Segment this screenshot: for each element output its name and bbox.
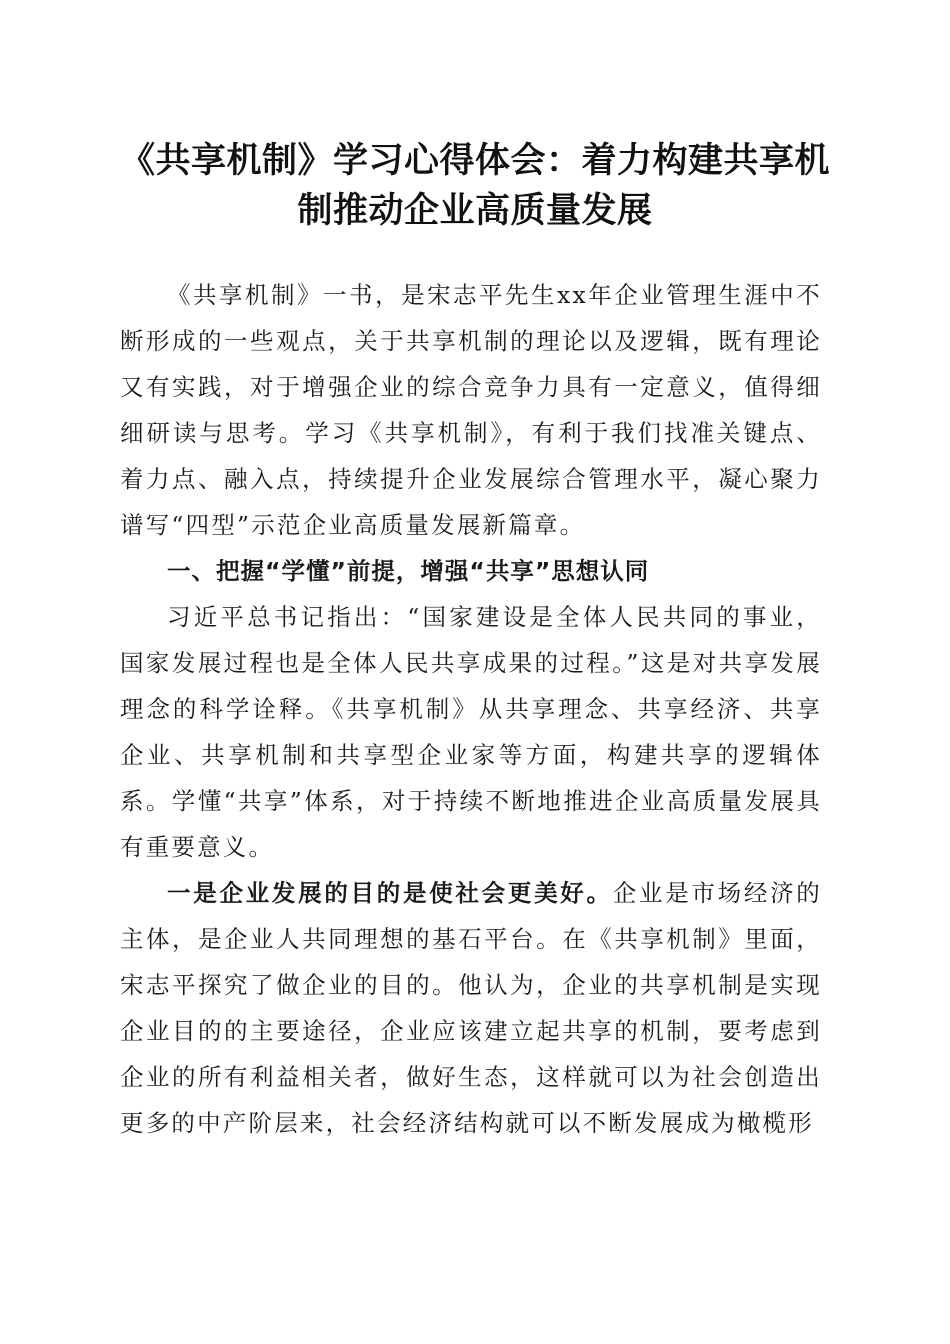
document-title [110,136,840,236]
point-1-paragraph [120,870,822,1146]
section-1-paragraph: 习近平总书记指出：“国家建设是全体人民共同的事业，国家发展过程也是全体人民共享成果的过程。”这是对共享发展理念的科学诠释。《共享机制》从共享理念、共享经济、共享企业、共享机制和共享型企业家等方面，构建共享的逻辑体系。学懂“共享”体系，对于持续不断地推进企业高质量发展具有重要意义。 [120,603,822,861]
title-line-2: 制推动企业高质量发展 [297,190,653,231]
point-1-lead: 一是企业发展的目的是使社会更美好。 [167,879,613,907]
title-line-1: 《共享机制》学习心得体会：着力构建共享机 [119,140,830,181]
intro-paragraph: 《共享机制》一书，是宋志平先生xx年企业管理生涯中不断形成的一些观点，关于共享机制的理论以及逻辑，既有理论又有实践，对于增强企业的综合竞争力具有一定意义，值得细细研读与思考。学习《共享机制》，有利于我们找准关键点、着力点、融入点，持续提升企业发展综合管理水平，凝心聚力谱写“四型”示范企业高质量发展新篇章。 [120,281,822,539]
point-1-text: 企业是市场经济的主体，是企业人共同理想的基石平台。在《共享机制》里面，宋志平探究了做企业的目的。他认为，企业的共享机制是实现企业目的的主要途径，企业应该建立起共享的机制，要考虑到企业的所有利益相关者，做好生态，这样就可以为社会创造出更多的中产阶层来，社会经济结构就可以不断发展成为橄榄形 [120,879,822,1137]
document-body [120,272,822,1146]
section-heading-1: 一、把握“学懂”前提，增强“共享”思想认同 [167,557,650,585]
